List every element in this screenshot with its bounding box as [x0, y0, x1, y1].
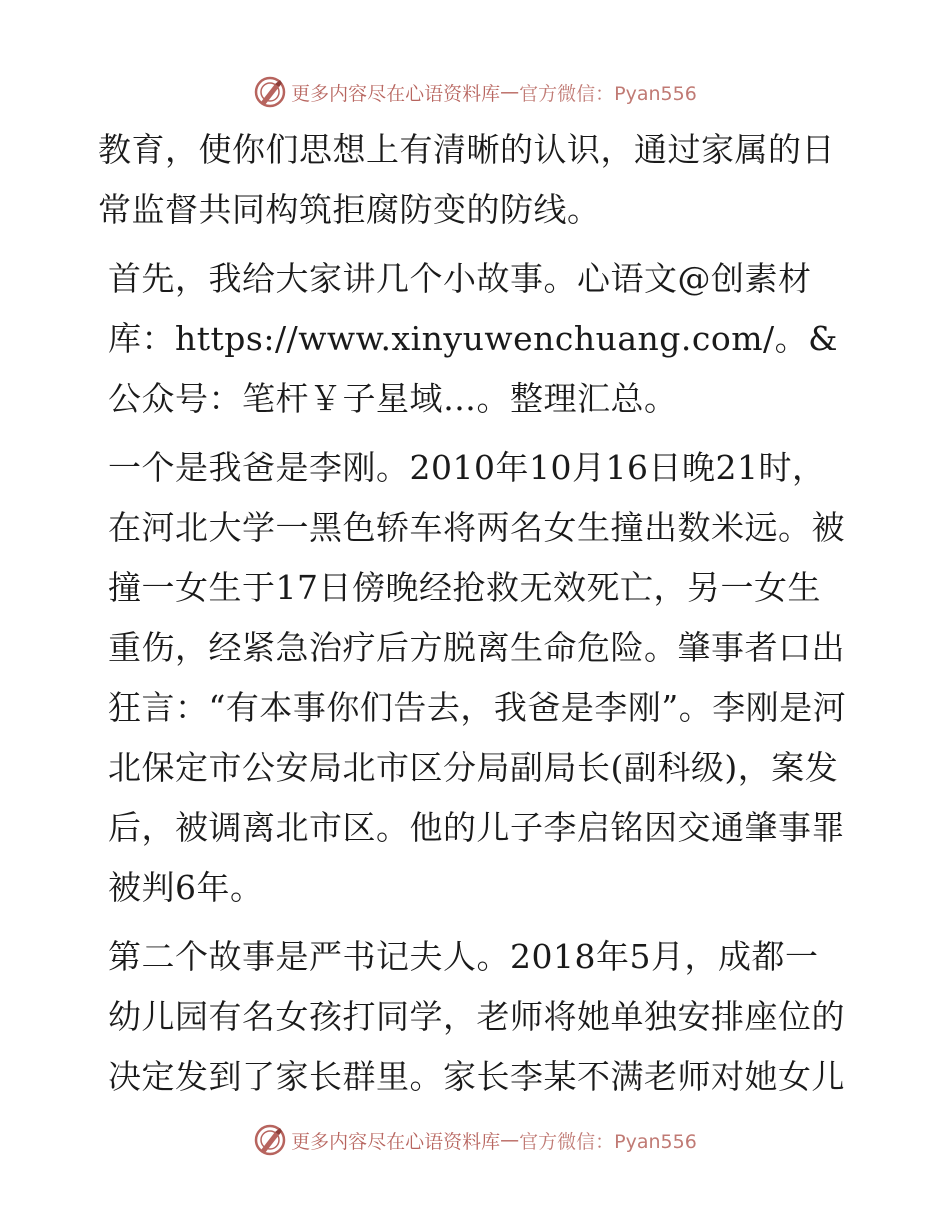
pen-logo-icon — [253, 75, 287, 109]
watermark-wechat-text: 官方微信：Pyan556 — [519, 82, 697, 105]
header-watermark — [0, 72, 950, 112]
watermark-main-text: 更多内容尽在心语资料库 — [291, 1130, 501, 1153]
watermark-main-text: 更多内容尽在心语资料库 — [291, 82, 501, 105]
document-body — [98, 120, 850, 1107]
footer-watermark — [0, 1120, 950, 1160]
paragraph-2: 首先，我给大家讲几个小故事。心语文@创素材库：https://www.xinyuwenchuang.com/。&公众号：笔杆￥子星域…。整理汇总。 — [108, 259, 839, 418]
watermark-dash: — — [500, 1129, 520, 1151]
watermark-wechat-text: 官方微信：Pyan556 — [519, 1130, 697, 1153]
pen-logo-icon — [253, 1123, 287, 1157]
paragraph-3: 一个是我爸是李刚。2010年10月16日晚21时，在河北大学一黑色轿车将两名女生撞出数米远。被撞一女生于17日傍晚经抢救无效死亡，另一女生重伤，经紧急治疗后方脱离生命危险。肇事者口出狂言：“有本事你们告去，我爸是李刚”。李刚是河北保定市公安局北市区分局副局长(副科级)，案发后，被调离北市区。他的儿子李启铭因交通肇事罪被判6年。 — [108, 448, 847, 907]
paragraph-4: 第二个故事是严书记夫人。2018年5月，成都一幼儿园有名女孩打同学，老师将她单独安排座位的决定发到了家长群里。家长李某不满老师对她女儿 — [108, 937, 845, 1096]
paragraph-1: 教育，使你们思想上有清晰的认识，通过家属的日常监督共同构筑拒腐防变的防线。 — [98, 130, 835, 229]
watermark-dash: — — [500, 81, 520, 103]
